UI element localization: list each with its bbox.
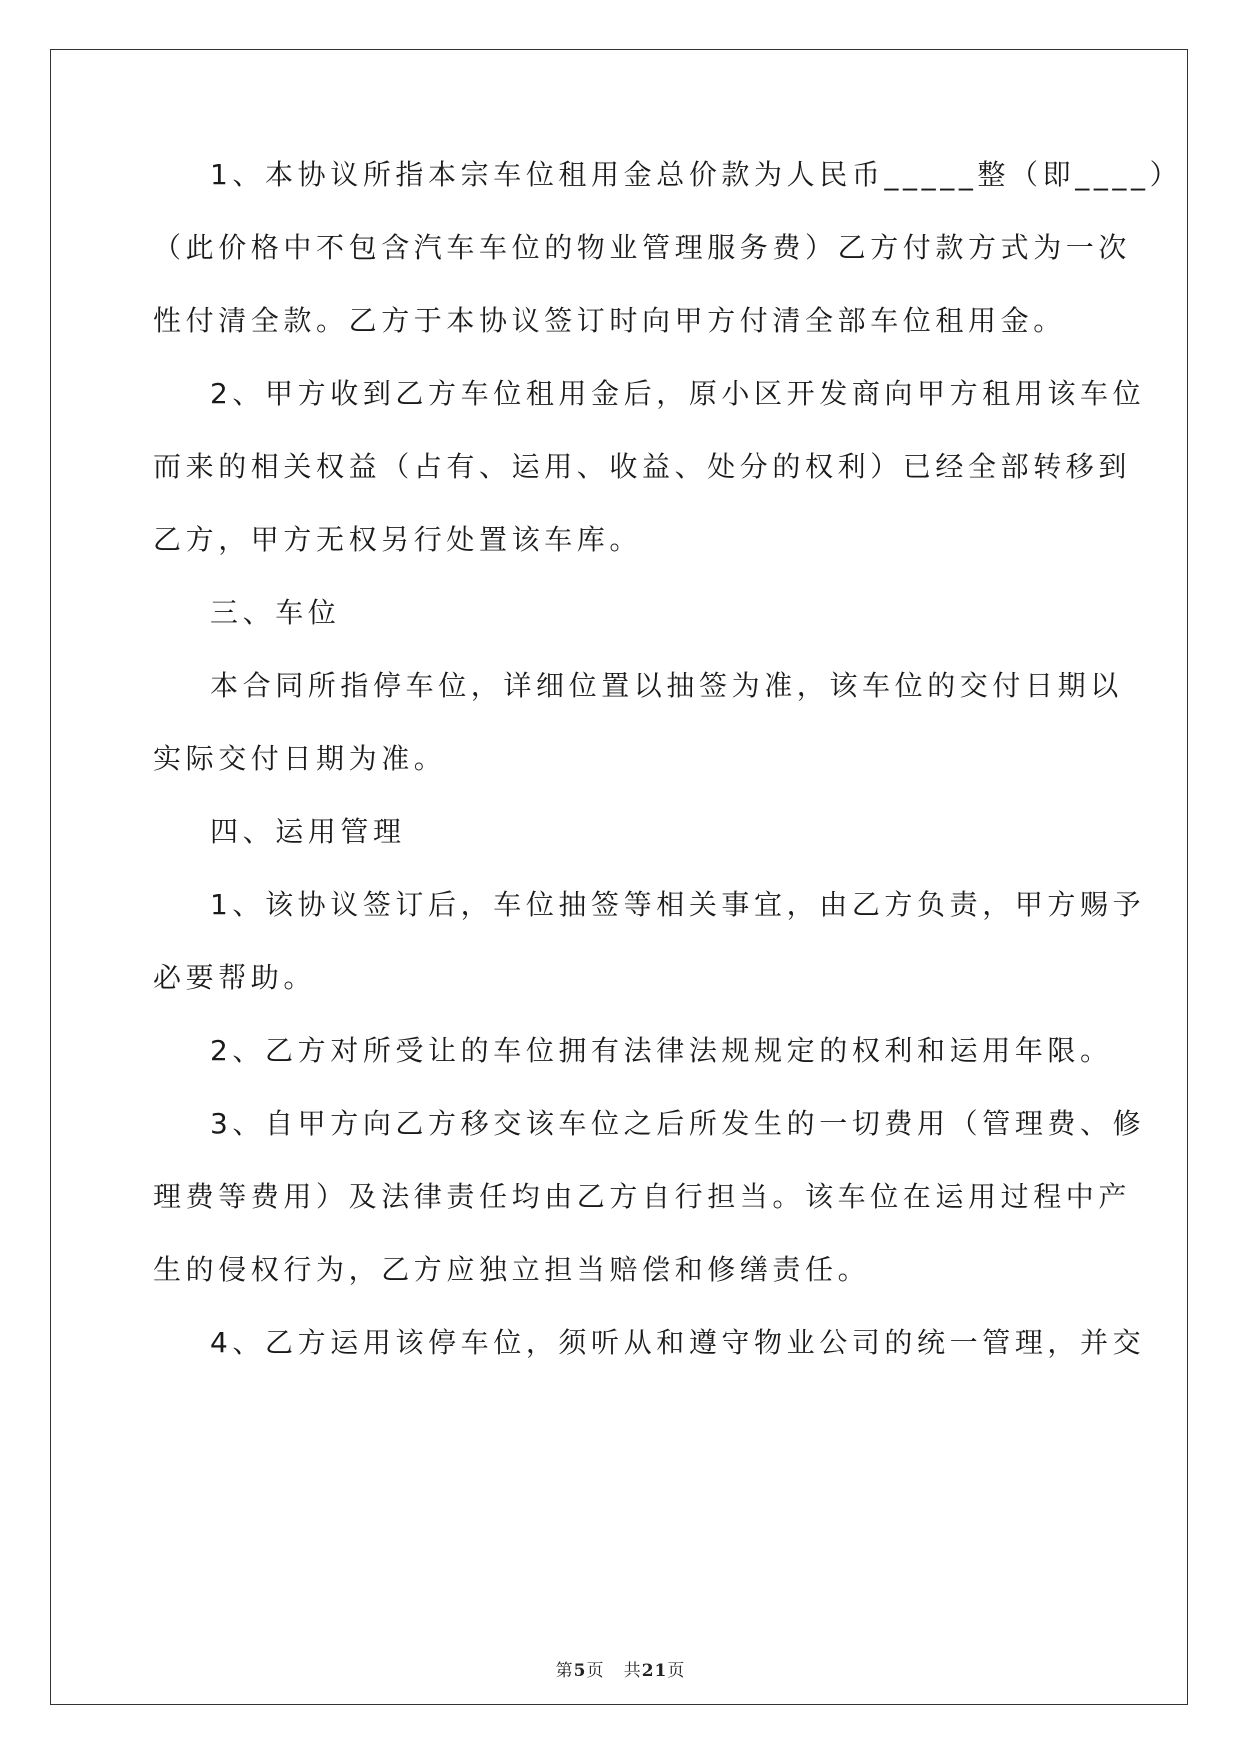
paragraph-line: 3、自甲方向乙方移交该车位之后所发生的一切费用（管理费、修 — [210, 1107, 1146, 1140]
paragraph-line: 生的侵权行为，乙方应独立担当赔偿和修缮责任。 — [153, 1253, 871, 1286]
page-suffix: 页 — [586, 1661, 605, 1681]
paragraph-line: 理费等费用）及法律责任均由乙方自行担当。该车位在运用过程中产 — [153, 1180, 1132, 1213]
paragraph-line: 2、乙方对所受让的车位拥有法律法规规定的权利和运用年限。 — [210, 1034, 1113, 1067]
paragraph-line: 性付清全款。乙方于本协议签订时向甲方付清全部车位租用金。 — [153, 304, 1066, 337]
paragraph-line: 1、本协议所指本宗车位租用金总价款为人民币_____整（即____） — [210, 158, 1183, 191]
paragraph-line: 2、甲方收到乙方车位租用金后，原小区开发商向甲方租用该车位 — [210, 377, 1146, 410]
paragraph-line: 本合同所指停车位，详细位置以抽签为准，该车位的交付日期以 — [210, 669, 1123, 702]
total-pages: 21 — [641, 1661, 668, 1681]
paragraph-line: 4、乙方运用该停车位，须听从和遵守物业公司的统一管理，并交 — [210, 1326, 1146, 1359]
total-suffix: 页 — [667, 1661, 686, 1681]
paragraph-line: 而来的相关权益（占有、运用、收益、处分的权利）已经全部转移到 — [153, 450, 1132, 483]
section-heading: 三、车位 — [210, 596, 341, 629]
page-number: 5 — [573, 1661, 587, 1681]
paragraph-line: 1、该协议签订后，车位抽签等相关事宜，由乙方负责，甲方赐予 — [210, 888, 1146, 921]
page-footer — [0, 1656, 1241, 1681]
paragraph-line: 乙方，甲方无权另行处置该车库。 — [153, 523, 643, 556]
section-heading: 四、运用管理 — [210, 815, 406, 848]
total-prefix: 共 — [623, 1661, 642, 1681]
paragraph-line: 必要帮助。 — [153, 961, 317, 994]
page-border — [50, 49, 1188, 1705]
paragraph-line: （此价格中不包含汽车车位的物业管理服务费）乙方付款方式为一次 — [153, 231, 1132, 264]
page-prefix: 第 — [555, 1661, 574, 1681]
paragraph-line: 实际交付日期为准。 — [153, 742, 447, 775]
